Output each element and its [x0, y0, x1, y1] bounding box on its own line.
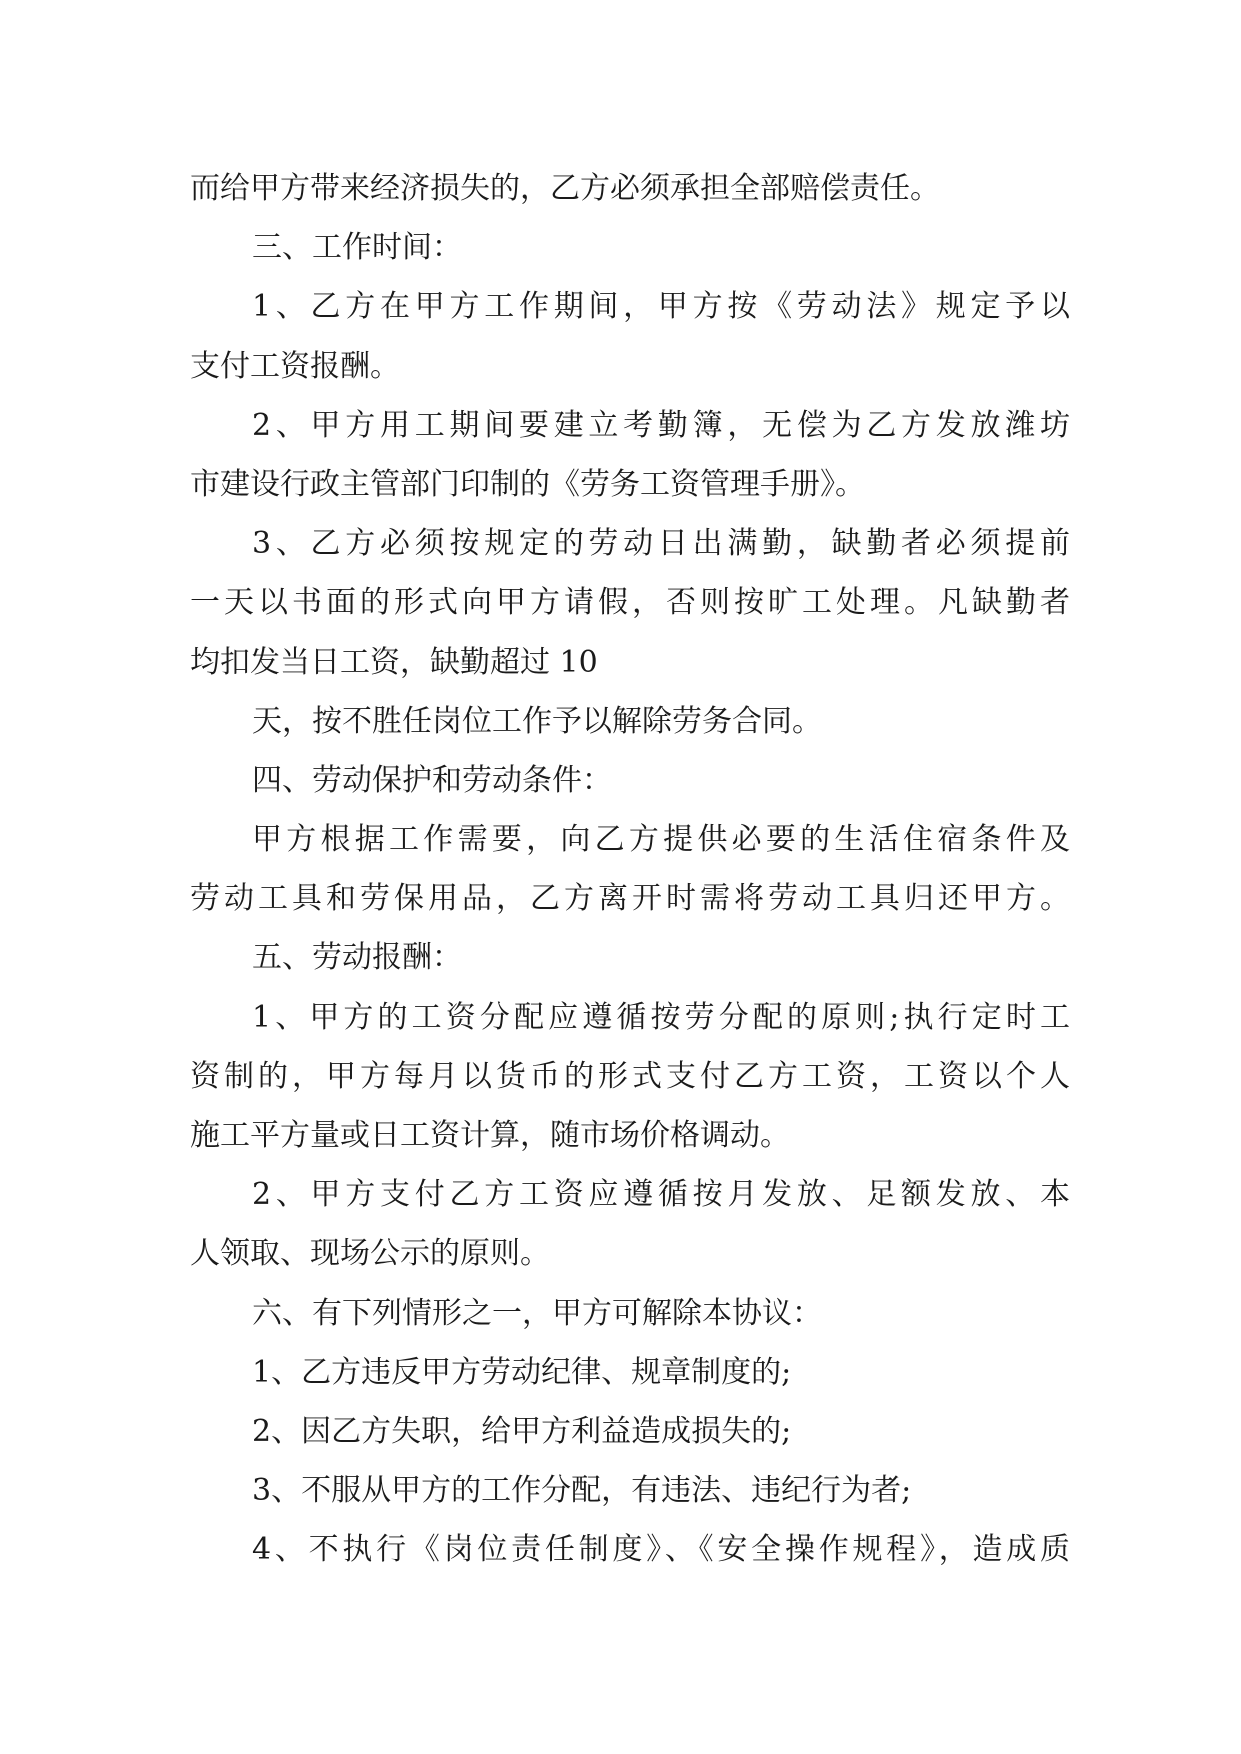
text-line: 1、乙方在甲方工作期间，甲方按《劳动法》规定予以: [252, 289, 1070, 325]
text-line: 2、甲方用工期间要建立考勤簿，无偿为乙方发放潍坊: [252, 407, 1070, 443]
text-line: 均扣发当日工资，缺勤超过 10: [190, 644, 598, 680]
text-line: 支付工资报酬。: [190, 348, 400, 384]
text-line: 人领取、现场公示的原则。: [190, 1236, 550, 1272]
text-line: 资制的，甲方每月以货币的形式支付乙方工资，工资以个人: [190, 1058, 1070, 1094]
text-line: 四、劳动保护和劳动条件：: [252, 762, 612, 798]
text-line: 甲方根据工作需要，向乙方提供必要的生活住宿条件及: [252, 822, 1070, 858]
document-body: [190, 159, 1070, 1580]
text-line: 劳动工具和劳保用品，乙方离开时需将劳动工具归还甲方。: [190, 881, 1070, 917]
text-line: 而给甲方带来经济损失的，乙方必须承担全部赔偿责任。: [190, 171, 940, 206]
text-line: 五、劳动报酬：: [252, 940, 462, 976]
text-line: 2、甲方支付乙方工资应遵循按月发放、足额发放、本: [252, 1177, 1070, 1213]
text-line: 市建设行政主管部门印制的《劳务工资管理手册》。: [190, 466, 865, 502]
text-line: 施工平方量或日工资计算，随市场价格调动。: [190, 1118, 790, 1153]
text-line: 3、乙方必须按规定的劳动日出满勤，缺勤者必须提前: [252, 526, 1070, 562]
text-line: 一天以书面的形式向甲方请假，否则按旷工处理。凡缺勤者: [190, 585, 1070, 621]
text-line: 3、不服从甲方的工作分配，有违法、违纪行为者;: [252, 1473, 912, 1509]
text-line: 六、有下列情形之一，甲方可解除本协议：: [252, 1295, 822, 1331]
text-line: 天，按不胜任岗位工作予以解除劳务合同。: [252, 703, 822, 739]
text-line: 1、甲方的工资分配应遵循按劳分配的原则;执行定时工: [252, 999, 1070, 1035]
text-line: 2、因乙方失职，给甲方利益造成损失的;: [252, 1413, 792, 1449]
text-line: 4、不执行《岗位责任制度》、《安全操作规程》，造成质: [252, 1532, 1070, 1568]
text-line: 三、工作时间：: [252, 230, 462, 266]
text-line: 1、乙方违反甲方劳动纪律、规章制度的;: [252, 1354, 792, 1390]
